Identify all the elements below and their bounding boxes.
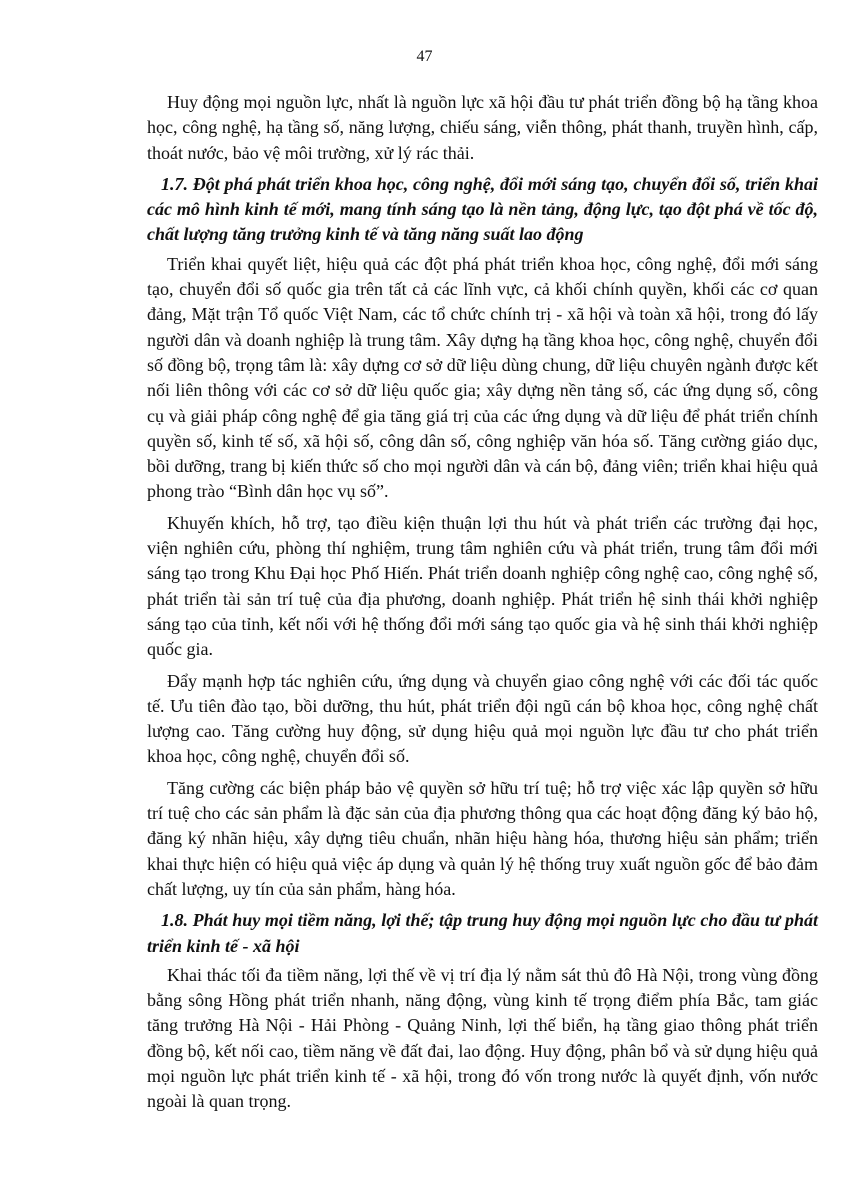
section-heading: 1.8. Phát huy mọi tiềm năng, lợi thế; tập trung huy động mọi nguồn lực cho đầu tư phát triển kinh tế - xã hội: [147, 910, 818, 956]
document-body: [147, 90, 818, 1121]
paragraph: Đẩy mạnh hợp tác nghiên cứu, ứng dụng và chuyển giao công nghệ với các đối tác quốc tế. Ưu tiên đào tạo, bồi dưỡng, thu hút, phát triển đội ngũ cán bộ khoa học, công nghệ chất lượng cao. Tăng cường huy động, sử dụng hiệu quả mọi nguồn lực đầu tư cho phát triển khoa học, công nghệ, chuyển đổi số.: [147, 670, 818, 767]
page-number: 47: [416, 48, 433, 65]
paragraph: Khuyến khích, hỗ trợ, tạo điều kiện thuận lợi thu hút và phát triển các trường đại học, viện nghiên cứu, phòng thí nghiệm, trung tâm nghiên cứu và phát triển, trung tâm đổi mới sáng tạo trong Khu Đại học Phố Hiến. Phát triển doanh nghiệp công nghệ cao, công nghệ số, phát triển tài sản trí tuệ của địa phương, doanh nghiệp. Phát triển hệ sinh thái khởi nghiệp sáng tạo của tỉnh, kết nối với hệ thống đổi mới sáng tạo quốc gia và hệ sinh thái khởi nghiệp quốc gia.: [147, 512, 818, 660]
paragraph: Huy động mọi nguồn lực, nhất là nguồn lực xã hội đầu tư phát triển đồng bộ hạ tầng khoa học, công nghệ, hạ tầng số, năng lượng, chiếu sáng, viễn thông, phát thanh, truyền hình, cấp, thoát nước, bảo vệ môi trường, xử lý rác thải.: [147, 92, 818, 163]
paragraph: Triển khai quyết liệt, hiệu quả các đột phá phát triển khoa học, công nghệ, đổi mới sáng tạo, chuyển đổi số quốc gia trên tất cả các lĩnh vực, cả khối chính quyền, khối các cơ quan đảng, Mặt trận Tổ quốc Việt Nam, các tổ chức chính trị - xã hội và toàn xã hội, trong đó lấy người dân và doanh nghiệp là trung tâm. Xây dựng hạ tầng khoa học, công nghệ, chuyển đổi số đồng bộ, trọng tâm là: xây dựng cơ sở dữ liệu dùng chung, dữ liệu chuyên ngành được kết nối liên thông với các cơ sở dữ liệu quốc gia; xây dựng nền tảng số, các ứng dụng số, công cụ và giải pháp công nghệ để gia tăng giá trị của các ứng dụng và dữ liệu để phát triển chính quyền số, kinh tế số, xã hội số, công dân số, công nghiệp văn hóa số. Tăng cường giáo dục, bồi dưỡng, trang bị kiến thức số cho mọi người dân và cán bộ, đảng viên; triển khai hiệu quả phong trào “Bình dân học vụ số”.: [147, 253, 818, 502]
section-heading: 1.7. Đột phá phát triển khoa học, công nghệ, đổi mới sáng tạo, chuyển đổi số, triển khai các mô hình kinh tế mới, mang tính sáng tạo là nền tảng, động lực, tạo đột phá về tốc độ, chất lượng tăng trưởng kinh tế và tăng năng suất lao động: [147, 173, 818, 245]
paragraph: Tăng cường các biện pháp bảo vệ quyền sở hữu trí tuệ; hỗ trợ việc xác lập quyền sở hữu trí tuệ cho các sản phẩm là đặc sản của địa phương thông qua các hoạt động đăng ký bảo hộ, đăng ký nhãn hiệu, xây dựng tiêu chuẩn, nhãn hiệu hàng hóa, thương hiệu sản phẩm; triển khai thực hiện có hiệu quả việc áp dụng và quản lý hệ thống truy xuất nguồn gốc để bảo đảm chất lượng, uy tín của sản phẩm, hàng hóa.: [147, 777, 818, 899]
paragraph: Khai thác tối đa tiềm năng, lợi thế về vị trí địa lý nằm sát thủ đô Hà Nội, trong vùng đồng bằng sông Hồng phát triển nhanh, năng động, vùng kinh tế trọng điểm phía Bắc, tam giác tăng trưởng Hà Nội - Hải Phòng - Quảng Ninh, lợi thế biển, hạ tầng giao thông phát triển đồng bộ, kết nối cao, tiềm năng về đất đai, lao động. Huy động, phân bổ và sử dụng hiệu quả mọi nguồn lực phát triển kinh tế - xã hội, trong đó vốn trong nước là quyết định, vốn nước ngoài là quan trọng.: [147, 964, 818, 1112]
